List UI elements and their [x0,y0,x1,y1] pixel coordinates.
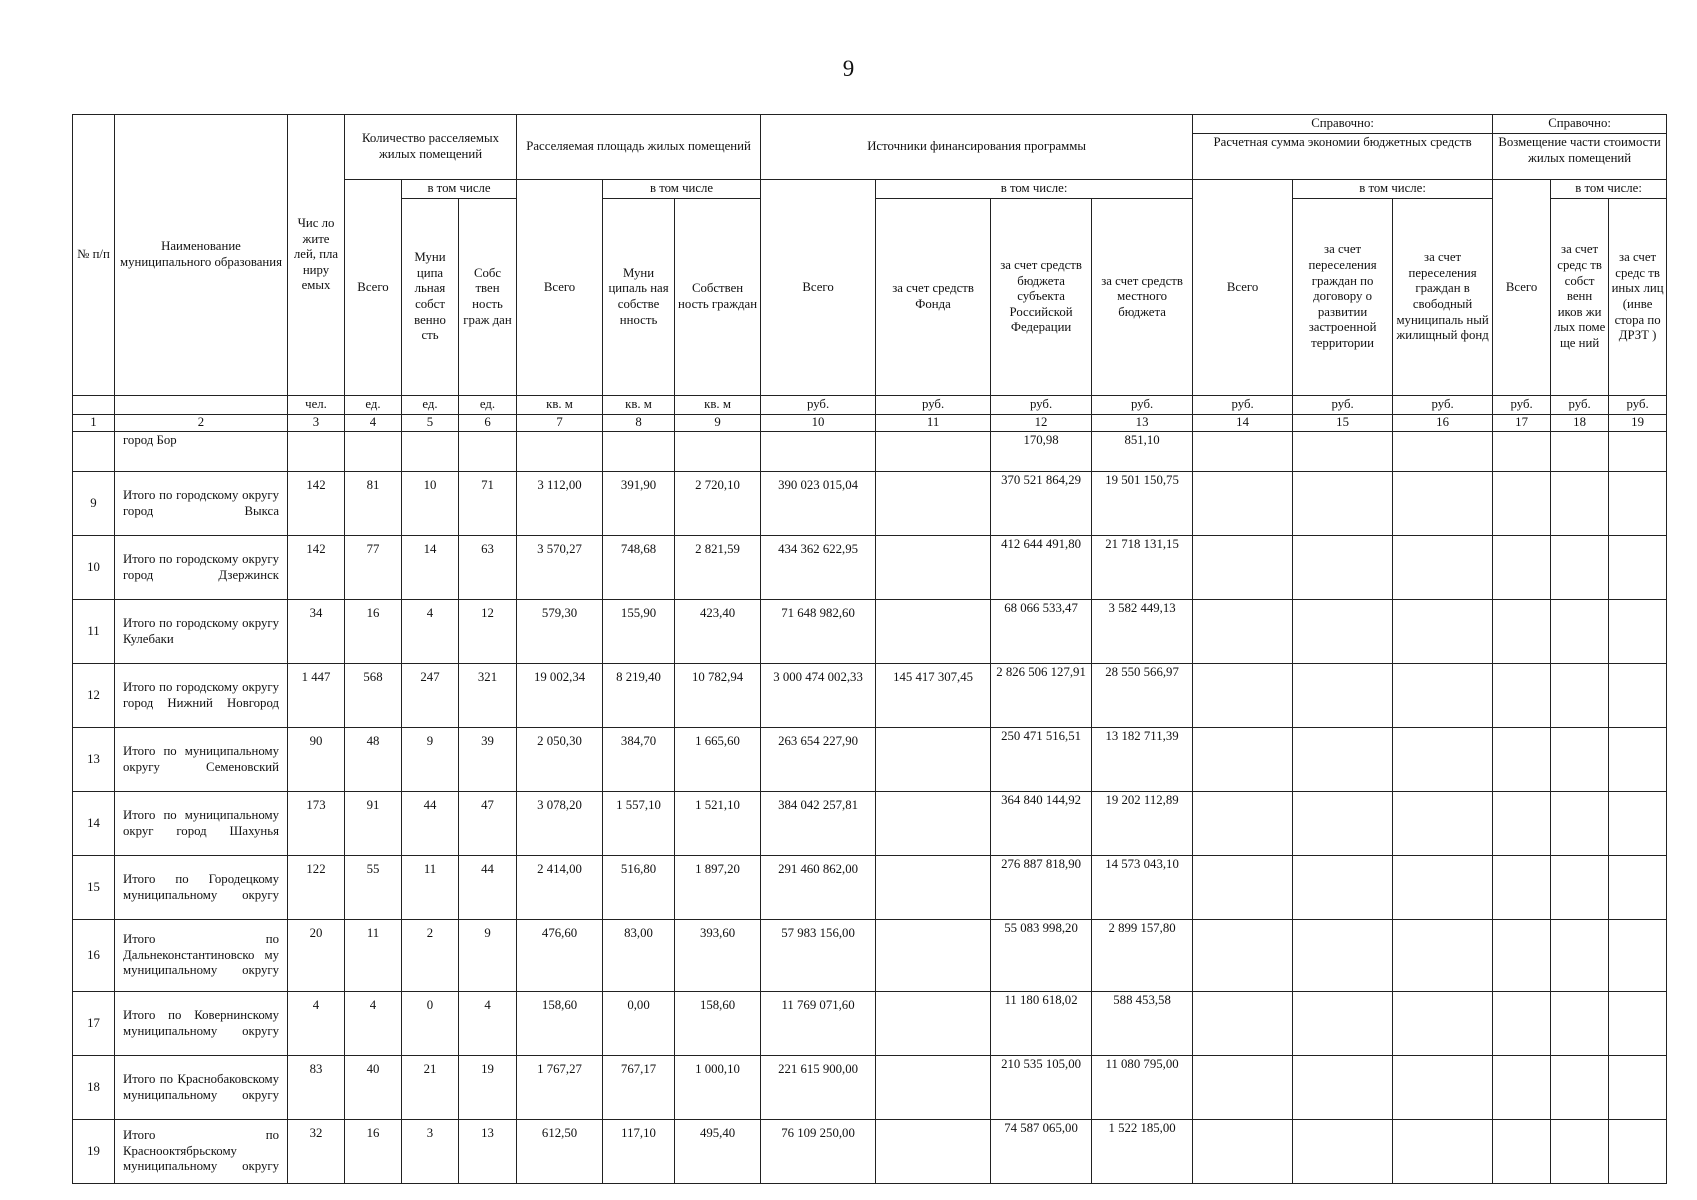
row-finance-total: 76 109 250,00 [761,1120,876,1184]
row-subject-budget: 74 587 065,00 [991,1120,1092,1184]
row-comp-total [1493,536,1551,600]
row-comp-other [1609,600,1667,664]
row-finance-total: 11 769 071,60 [761,992,876,1056]
unit-cell: руб. [1609,396,1667,415]
row-fund [876,600,991,664]
row-comp-total [1493,792,1551,856]
row-flats-total: 48 [345,728,402,792]
col-number: 11 [876,415,991,432]
row-finance-total: 390 023 015,04 [761,472,876,536]
row-area-municipal: 0,00 [603,992,675,1056]
row-subject-budget: 68 066 533,47 [991,600,1092,664]
row-name: город Бор [115,432,288,472]
header-no: № п/п [73,115,115,396]
row-flats-private: 63 [459,536,517,600]
row-no: 18 [73,1056,115,1120]
resettlement-table [72,114,1667,1184]
row-flats-municipal: 10 [402,472,459,536]
table-row [73,1056,1667,1120]
row-fund [876,920,991,992]
unit-cell: руб. [1193,396,1293,415]
row-name: Итого по городскому округу город Дзержинск [115,536,288,600]
row-area-municipal: 1 557,10 [603,792,675,856]
row-flats-private: 44 [459,856,517,920]
header-econ-free: за счет переселения граждан в свободный муниципаль ный жилищный фонд [1393,199,1493,396]
row-name: Итого по городскому округу город Выкса [115,472,288,536]
header-finance-group: Источники финансирования программы [761,115,1193,180]
row-local-budget: 21 718 131,15 [1092,536,1193,600]
row-econ-contract [1293,536,1393,600]
row-residents: 142 [288,472,345,536]
unit-cell: руб. [1092,396,1193,415]
header-flats-private: Собс твен ность граж дан [459,199,517,396]
unit-cell: ед. [402,396,459,415]
col-number: 2 [115,415,288,432]
row-econ-contract [1293,920,1393,992]
unit-cell: руб. [1493,396,1551,415]
row-flats-municipal: 11 [402,856,459,920]
header-compensation-group: Возмещение части стоимости жилых помещений [1493,134,1667,180]
col-number: 6 [459,415,517,432]
row-econ-free [1393,1120,1493,1184]
row-residents: 32 [288,1120,345,1184]
row-econ-contract [1293,472,1393,536]
row-econ-total [1193,728,1293,792]
row-comp-other [1609,856,1667,920]
row-area-total: 1 767,27 [517,1056,603,1120]
header-finance-incl: в том числе: [876,180,1193,199]
row-name: Итого по городскому округу город Нижний Новгород [115,664,288,728]
row-flats-municipal: 0 [402,992,459,1056]
row-comp-owners [1551,728,1609,792]
col-number: 1 [73,415,115,432]
row-area-total: 612,50 [517,1120,603,1184]
row-comp-other [1609,792,1667,856]
header-reference-economy: Справочно: [1193,115,1493,134]
row-flats-municipal: 4 [402,600,459,664]
table-row [73,792,1667,856]
header-area-total: Всего [517,180,603,396]
row-local-budget: 14 573 043,10 [1092,856,1193,920]
header-economy-incl: в том числе: [1293,180,1493,199]
row-residents: 90 [288,728,345,792]
row-flats-municipal: 44 [402,792,459,856]
row-subject-budget: 364 840 144,92 [991,792,1092,856]
row-area-municipal: 83,00 [603,920,675,992]
row-comp-total [1493,664,1551,728]
row-local-budget: 1 522 185,00 [1092,1120,1193,1184]
row-subject-budget: 370 521 864,29 [991,472,1092,536]
row-area-municipal: 748,68 [603,536,675,600]
row-econ-free [1393,536,1493,600]
row-fund [876,1056,991,1120]
row-flats-private: 4 [459,992,517,1056]
row-comp-total [1493,600,1551,664]
header-local-budget: за счет средств местного бюджета [1092,199,1193,396]
row-subject-budget: 412 644 491,80 [991,536,1092,600]
row-fund [876,472,991,536]
col-number: 5 [402,415,459,432]
row-subject-budget: 55 083 998,20 [991,920,1092,992]
header-area-group: Расселяемая площадь жилых помещений [517,115,761,180]
row-area-total: 3 570,27 [517,536,603,600]
col-number: 12 [991,415,1092,432]
row-area-total: 19 002,34 [517,664,603,728]
row-residents: 1 447 [288,664,345,728]
row-fund: 145 417 307,45 [876,664,991,728]
continuation-row [73,432,1667,472]
page-number: 9 [842,56,855,81]
row-comp-owners [1551,536,1609,600]
row-flats-private: 9 [459,920,517,992]
row-flats-total: 55 [345,856,402,920]
row-area-total: 3 112,00 [517,472,603,536]
row-econ-free [1393,920,1493,992]
row-no: 13 [73,728,115,792]
row-comp-other [1609,472,1667,536]
row-econ-total [1193,1056,1293,1120]
row-econ-free [1393,792,1493,856]
row-fund [876,792,991,856]
row-flats-private: 12 [459,600,517,664]
col-number: 17 [1493,415,1551,432]
row-no: 16 [73,920,115,992]
row-subject-budget: 276 887 818,90 [991,856,1092,920]
table-row [73,536,1667,600]
row-no: 11 [73,600,115,664]
col-number: 3 [288,415,345,432]
row-residents: 34 [288,600,345,664]
row-comp-owners [1551,792,1609,856]
row-subject-budget: 2 826 506 127,91 [991,664,1092,728]
table-row [73,920,1667,992]
column-numbers-row [73,415,1667,432]
row-area-total: 2 050,30 [517,728,603,792]
row-flats-total: 11 [345,920,402,992]
row-comp-other [1609,536,1667,600]
unit-cell: руб. [761,396,876,415]
row-name: Итого по муниципальному округу Семеновский [115,728,288,792]
row-area-private: 2 821,59 [675,536,761,600]
unit-cell: руб. [1551,396,1609,415]
units-row [73,396,1667,415]
row-name: Итого по городскому округу Кулебаки [115,600,288,664]
row-econ-total [1193,600,1293,664]
col-number: 14 [1193,415,1293,432]
row-fund [876,856,991,920]
row-fund [876,1120,991,1184]
row-name: Итого по Ковернинскому муниципальному округу [115,992,288,1056]
row-econ-free [1393,600,1493,664]
header-economy-total: Всего [1193,180,1293,396]
row-subject-budget: 170,98 [991,432,1092,472]
row-finance-total: 71 648 982,60 [761,600,876,664]
unit-cell: руб. [991,396,1092,415]
row-flats-municipal: 3 [402,1120,459,1184]
row-finance-total: 221 615 900,00 [761,1056,876,1120]
table-row [73,1120,1667,1184]
header-flats-incl: в том числе [402,180,517,199]
row-comp-other [1609,920,1667,992]
row-econ-contract [1293,792,1393,856]
row-flats-private: 47 [459,792,517,856]
col-number: 9 [675,415,761,432]
row-econ-free [1393,856,1493,920]
unit-cell: ед. [459,396,517,415]
row-area-private: 1 000,10 [675,1056,761,1120]
row-flats-private: 321 [459,664,517,728]
row-area-total: 2 414,00 [517,856,603,920]
row-name: Итого по Краснобаковскому муниципальному округу [115,1056,288,1120]
row-flats-total: 77 [345,536,402,600]
row-comp-other [1609,1120,1667,1184]
col-number: 18 [1551,415,1609,432]
row-no: 15 [73,856,115,920]
row-econ-total [1193,536,1293,600]
unit-cell: ед. [345,396,402,415]
unit-cell: кв. м [675,396,761,415]
row-comp-owners [1551,664,1609,728]
table-row [73,856,1667,920]
row-area-municipal: 767,17 [603,1056,675,1120]
header-area-municipal: Муни ципаль ная собстве нность [603,199,675,396]
row-area-total: 158,60 [517,992,603,1056]
row-finance-total: 263 654 227,90 [761,728,876,792]
row-fund [876,992,991,1056]
row-comp-total [1493,728,1551,792]
row-residents: 122 [288,856,345,920]
row-local-budget: 19 202 112,89 [1092,792,1193,856]
header-compensation-incl: в том числе: [1551,180,1667,199]
row-flats-total: 40 [345,1056,402,1120]
row-local-budget: 28 550 566,97 [1092,664,1193,728]
row-area-municipal: 8 219,40 [603,664,675,728]
row-flats-total: 91 [345,792,402,856]
row-finance-total: 384 042 257,81 [761,792,876,856]
row-econ-total [1193,664,1293,728]
row-area-municipal: 384,70 [603,728,675,792]
row-comp-total [1493,1120,1551,1184]
row-flats-municipal: 247 [402,664,459,728]
row-flats-total: 16 [345,1120,402,1184]
header-compensation-total: Всего [1493,180,1551,396]
row-local-budget: 588 453,58 [1092,992,1193,1056]
row-name: Итого по Дальнеконстантиновско му муниципальному округу [115,920,288,992]
row-econ-contract [1293,856,1393,920]
row-area-private: 158,60 [675,992,761,1056]
unit-cell: кв. м [603,396,675,415]
table-row [73,600,1667,664]
row-econ-total [1193,472,1293,536]
row-econ-free [1393,472,1493,536]
row-comp-owners [1551,1056,1609,1120]
unit-cell: руб. [876,396,991,415]
row-name: Итого по Городецкому муниципальному округу [115,856,288,920]
row-residents: 142 [288,536,345,600]
row-no: 10 [73,536,115,600]
row-no: 12 [73,664,115,728]
row-area-private: 1 665,60 [675,728,761,792]
header-finance-total: Всего [761,180,876,396]
row-area-total: 579,30 [517,600,603,664]
table-row [73,472,1667,536]
col-number: 8 [603,415,675,432]
row-comp-other [1609,728,1667,792]
header-reference-compensation: Справочно: [1493,115,1667,134]
col-number: 4 [345,415,402,432]
header-economy-group: Расчетная сумма экономии бюджетных средств [1193,134,1493,180]
row-comp-owners [1551,600,1609,664]
table-row [73,728,1667,792]
row-econ-free [1393,728,1493,792]
header-flats-total: Всего [345,180,402,396]
row-econ-total [1193,792,1293,856]
header-area-private: Собствен ность граждан [675,199,761,396]
row-flats-total: 568 [345,664,402,728]
col-number: 7 [517,415,603,432]
col-number: 13 [1092,415,1193,432]
row-area-municipal: 155,90 [603,600,675,664]
row-comp-owners [1551,1120,1609,1184]
header-comp-other: за счет средс тв иных лиц (инве стора по ДРЗТ ) [1609,199,1667,396]
unit-cell: руб. [1293,396,1393,415]
header-flats-group: Количество расселяемых жилых помещений [345,115,517,180]
row-econ-free [1393,992,1493,1056]
row-local-budget: 2 899 157,80 [1092,920,1193,992]
row-residents: 83 [288,1056,345,1120]
row-area-private: 393,60 [675,920,761,992]
row-flats-municipal: 9 [402,728,459,792]
row-comp-owners [1551,992,1609,1056]
row-econ-free [1393,1056,1493,1120]
row-econ-contract [1293,1056,1393,1120]
header-subject-budget: за счет средств бюджета субъекта Российской Федерации [991,199,1092,396]
row-residents: 20 [288,920,345,992]
row-finance-total: 434 362 622,95 [761,536,876,600]
row-area-private: 1 521,10 [675,792,761,856]
row-flats-private: 71 [459,472,517,536]
row-econ-total [1193,1120,1293,1184]
row-local-budget: 13 182 711,39 [1092,728,1193,792]
row-residents: 173 [288,792,345,856]
row-fund [876,536,991,600]
row-econ-contract [1293,1120,1393,1184]
row-subject-budget: 11 180 618,02 [991,992,1092,1056]
header-name: Наименование муниципального образования [115,115,288,396]
row-no: 19 [73,1120,115,1184]
row-subject-budget: 210 535 105,00 [991,1056,1092,1120]
row-econ-contract [1293,664,1393,728]
row-name: Итого по муниципальному округ город Шахунья [115,792,288,856]
row-subject-budget: 250 471 516,51 [991,728,1092,792]
row-area-private: 495,40 [675,1120,761,1184]
unit-cell: руб. [1393,396,1493,415]
row-residents: 4 [288,992,345,1056]
row-comp-total [1493,992,1551,1056]
row-no: 17 [73,992,115,1056]
row-comp-total [1493,1056,1551,1120]
row-comp-total [1493,920,1551,992]
col-number: 10 [761,415,876,432]
header-fund: за счет средств Фонда [876,199,991,396]
row-area-private: 2 720,10 [675,472,761,536]
row-flats-total: 81 [345,472,402,536]
row-comp-owners [1551,472,1609,536]
row-fund [876,728,991,792]
row-comp-other [1609,664,1667,728]
unit-cell: чел. [288,396,345,415]
row-comp-total [1493,472,1551,536]
header-flats-municipal: Муни ципа льная собст венно сть [402,199,459,396]
header-comp-owners: за счет средс тв собст венн иков жи лых поме ще ний [1551,199,1609,396]
unit-cell: кв. м [517,396,603,415]
table-row [73,992,1667,1056]
col-number: 19 [1609,415,1667,432]
row-area-municipal: 117,10 [603,1120,675,1184]
header-area-incl: в том числе [603,180,761,199]
table-row [73,664,1667,728]
row-comp-other [1609,992,1667,1056]
row-flats-municipal: 2 [402,920,459,992]
unit-cell [73,396,115,415]
row-flats-private: 39 [459,728,517,792]
row-econ-total [1193,856,1293,920]
row-econ-contract [1293,600,1393,664]
row-flats-total: 4 [345,992,402,1056]
row-comp-total [1493,856,1551,920]
row-flats-private: 13 [459,1120,517,1184]
row-econ-free [1393,664,1493,728]
row-local-budget: 19 501 150,75 [1092,472,1193,536]
row-econ-contract [1293,992,1393,1056]
row-local-budget: 851,10 [1092,432,1193,472]
row-no: 14 [73,792,115,856]
row-area-municipal: 391,90 [603,472,675,536]
col-number: 16 [1393,415,1493,432]
row-area-total: 3 078,20 [517,792,603,856]
row-econ-contract [1293,728,1393,792]
row-name: Итого по Краснооктябрьскому муниципальному округу [115,1120,288,1184]
row-flats-total: 16 [345,600,402,664]
col-number: 15 [1293,415,1393,432]
row-finance-total: 291 460 862,00 [761,856,876,920]
row-econ-total [1193,992,1293,1056]
header-residents: Чис ло жите лей, пла ниру емых [288,115,345,396]
row-area-total: 476,60 [517,920,603,992]
row-econ-total [1193,920,1293,992]
row-local-budget: 11 080 795,00 [1092,1056,1193,1120]
row-no: 9 [73,472,115,536]
row-comp-owners [1551,920,1609,992]
row-finance-total: 3 000 474 002,33 [761,664,876,728]
row-area-municipal: 516,80 [603,856,675,920]
row-finance-total: 57 983 156,00 [761,920,876,992]
row-local-budget: 3 582 449,13 [1092,600,1193,664]
row-flats-municipal: 14 [402,536,459,600]
row-flats-private: 19 [459,1056,517,1120]
header-econ-contract: за счет переселения граждан по договору о развитии застроенной территории [1293,199,1393,396]
row-area-private: 423,40 [675,600,761,664]
row-comp-other [1609,1056,1667,1120]
row-area-private: 1 897,20 [675,856,761,920]
unit-cell [115,396,288,415]
row-flats-municipal: 21 [402,1056,459,1120]
row-comp-owners [1551,856,1609,920]
row-area-private: 10 782,94 [675,664,761,728]
